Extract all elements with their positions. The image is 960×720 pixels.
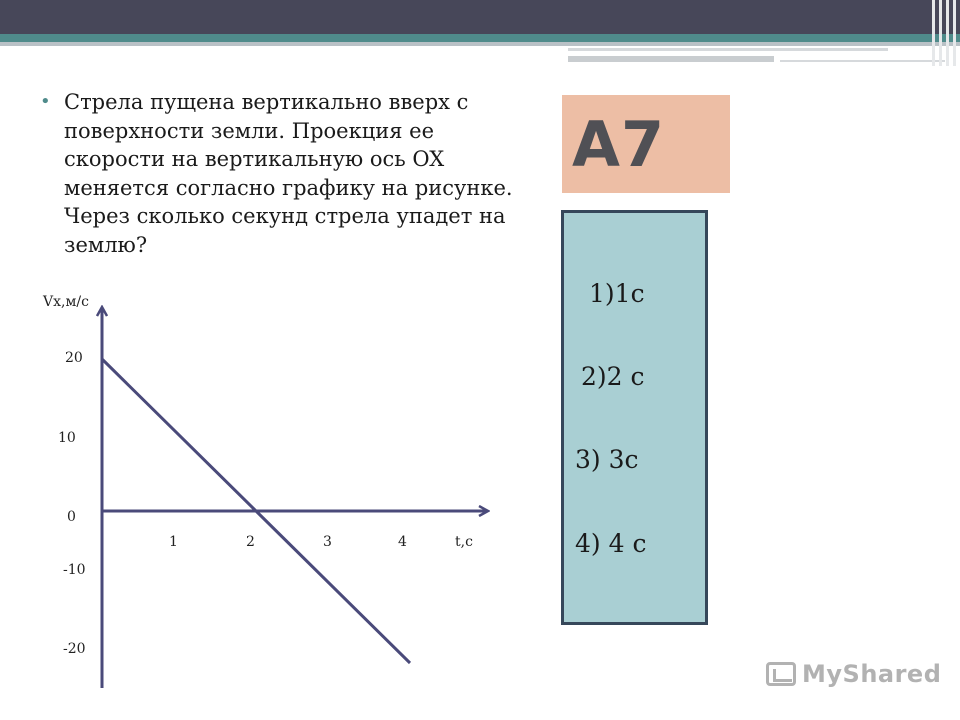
header-decor-line xyxy=(568,56,774,62)
x-axis-label: t,с xyxy=(455,534,473,550)
answer-option-4[interactable]: 4) 4 с xyxy=(575,529,647,558)
y-tick-label: -10 xyxy=(63,562,86,578)
y-axis-label: Vx,м/с xyxy=(43,294,89,310)
answer-options-panel xyxy=(561,210,708,625)
x-tick-label: 3 xyxy=(323,534,332,550)
x-tick-label: 4 xyxy=(398,534,407,550)
bullet-icon: • xyxy=(40,91,51,112)
question-text: Стрела пущена вертикально вверх с поверхности земли. Проекция ее скорости на вертикальную ось OX меняется согласно графику на рисунке. Через сколько секунд стрела упадет на землю? xyxy=(64,90,513,257)
y-tick-label: -20 xyxy=(63,641,86,657)
question-block xyxy=(40,88,540,259)
y-tick-label: 0 xyxy=(67,509,76,525)
answer-option-3[interactable]: 3) 3с xyxy=(575,445,639,474)
y-tick-label: 20 xyxy=(65,350,83,366)
x-tick-label: 2 xyxy=(246,534,255,550)
header-decor-line xyxy=(568,48,888,51)
answer-option-2[interactable]: 2)2 с xyxy=(581,362,645,391)
y-tick-label: 10 xyxy=(58,430,76,446)
header-decor-bars xyxy=(930,0,960,66)
watermark-text: MyShared xyxy=(802,660,942,688)
answer-option-1[interactable]: 1)1с xyxy=(589,279,645,308)
header-accent-stripe xyxy=(0,34,960,42)
header-decor-line xyxy=(780,60,945,62)
velocity-time-chart xyxy=(0,280,520,700)
question-number: A7 xyxy=(572,107,666,181)
header-underline xyxy=(0,42,960,46)
question-number-badge xyxy=(562,95,730,193)
header-bar xyxy=(0,0,960,34)
presentation-icon xyxy=(766,662,796,686)
x-tick-label: 1 xyxy=(169,534,178,550)
watermark xyxy=(766,656,941,692)
